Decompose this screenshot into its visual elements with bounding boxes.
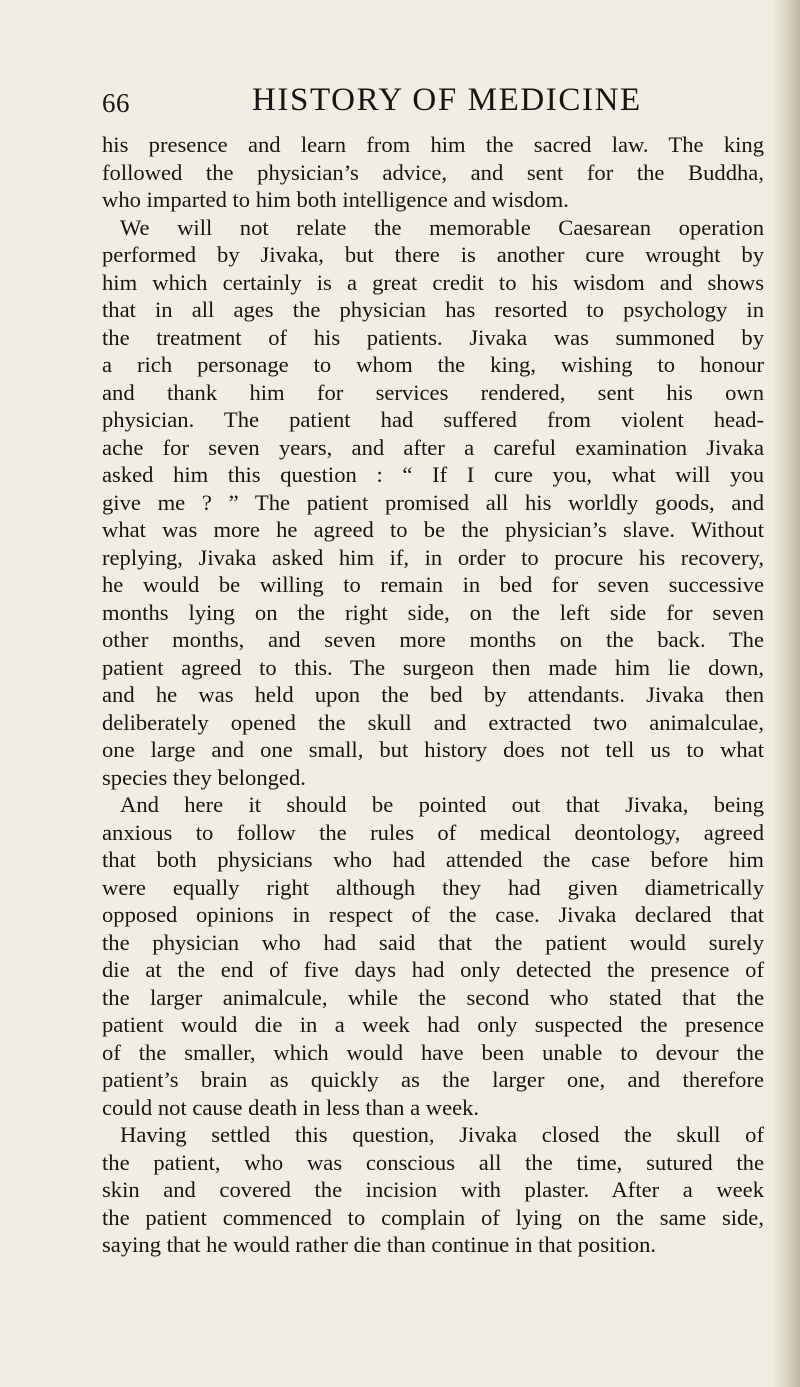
body-text <box>102 131 764 1259</box>
text-line: physician. The patient had suffered from violent head- <box>102 407 764 432</box>
text-line: who imparted to him both intelligence and wisdom. <box>102 187 569 212</box>
text-line: the patient, who was conscious all the time, sutured the <box>102 1149 764 1175</box>
text-line: were equally right although they had given diametrically <box>102 874 764 900</box>
text-line: followed the physician’s advice, and sent for the Buddha, <box>102 159 764 185</box>
text-line: asked him this question : “ If I cure you, what will you <box>102 462 764 487</box>
text-line: deliberately opened the skull and extracted two animalculae, <box>102 709 764 735</box>
text-line: species they belonged. <box>102 764 306 790</box>
text-line: that both physicians who had attended the case before him <box>102 847 764 872</box>
text-line: the larger animalcule, while the second who stated that the <box>102 984 764 1010</box>
text-line: the physician who had said that the patient would surely <box>102 929 764 955</box>
text-line: patient’s brain as quickly as the larger one, and therefore <box>102 1067 764 1092</box>
text-line: We will not relate the memorable Caesarean operation <box>120 214 764 240</box>
text-line: and thank him for services rendered, sent his own <box>102 379 764 405</box>
running-title: HISTORY OF MEDICINE <box>252 82 642 118</box>
text-line: give me ? ” The patient promised all his worldly goods, and <box>102 489 764 515</box>
text-line: that in all ages the physician has resorted to psychology in <box>102 297 764 322</box>
text-line: saying that he would rather die than continue in that position. <box>102 1232 657 1257</box>
text-line: patient would die in a week had only suspected the presence <box>102 1012 764 1037</box>
text-line: the treatment of his patients. Jivaka was summoned by <box>102 324 764 350</box>
text-line: opposed opinions in respect of the case. Jivaka declared that <box>102 902 764 927</box>
text-line: And here it should be pointed out that Jivaka, being <box>120 792 764 817</box>
text-line: ache for seven years, and after a careful examination Jivaka <box>102 434 764 460</box>
text-line: other months, and seven more months on the back. The <box>102 627 764 652</box>
text-line: what was more he agreed to be the physician’s slave. Without <box>102 517 764 542</box>
text-line: anxious to follow the rules of medical deontology, agreed <box>102 819 764 845</box>
text-line: patient agreed to this. The surgeon then made him lie down, <box>102 654 764 680</box>
text-line: he would be willing to remain in bed for seven successive <box>102 572 764 597</box>
text-line: a rich personage to whom the king, wishing to honour <box>102 352 764 377</box>
text-line: his presence and learn from him the sacred law. The king <box>102 132 764 157</box>
text-line: die at the end of five days had only detected the presence of <box>102 957 764 982</box>
page-number: 66 <box>102 88 130 118</box>
text-line: the patient commenced to complain of lying on the same side, <box>102 1204 764 1230</box>
text-line: of the smaller, which would have been unable to devour the <box>102 1039 764 1065</box>
text-line: performed by Jivaka, but there is another cure wrought by <box>102 242 764 267</box>
text-line: Having settled this question, Jivaka closed the skull of <box>120 1122 764 1147</box>
text-line: replying, Jivaka asked him if, in order to procure his recovery, <box>102 544 764 570</box>
text-line: and he was held upon the bed by attendants. Jivaka then <box>102 682 764 707</box>
text-line: could not cause death in less than a week. <box>102 1094 480 1120</box>
page-edge-shadow <box>772 0 800 1387</box>
page-header <box>100 82 740 130</box>
text-line: skin and covered the incision with plaster. After a week <box>102 1177 764 1202</box>
text-line: one large and one small, but history does not tell us to what <box>102 737 764 762</box>
text-line: months lying on the right side, on the left side for seven <box>102 599 764 625</box>
text-line: him which certainly is a great credit to his wisdom and shows <box>102 269 764 295</box>
